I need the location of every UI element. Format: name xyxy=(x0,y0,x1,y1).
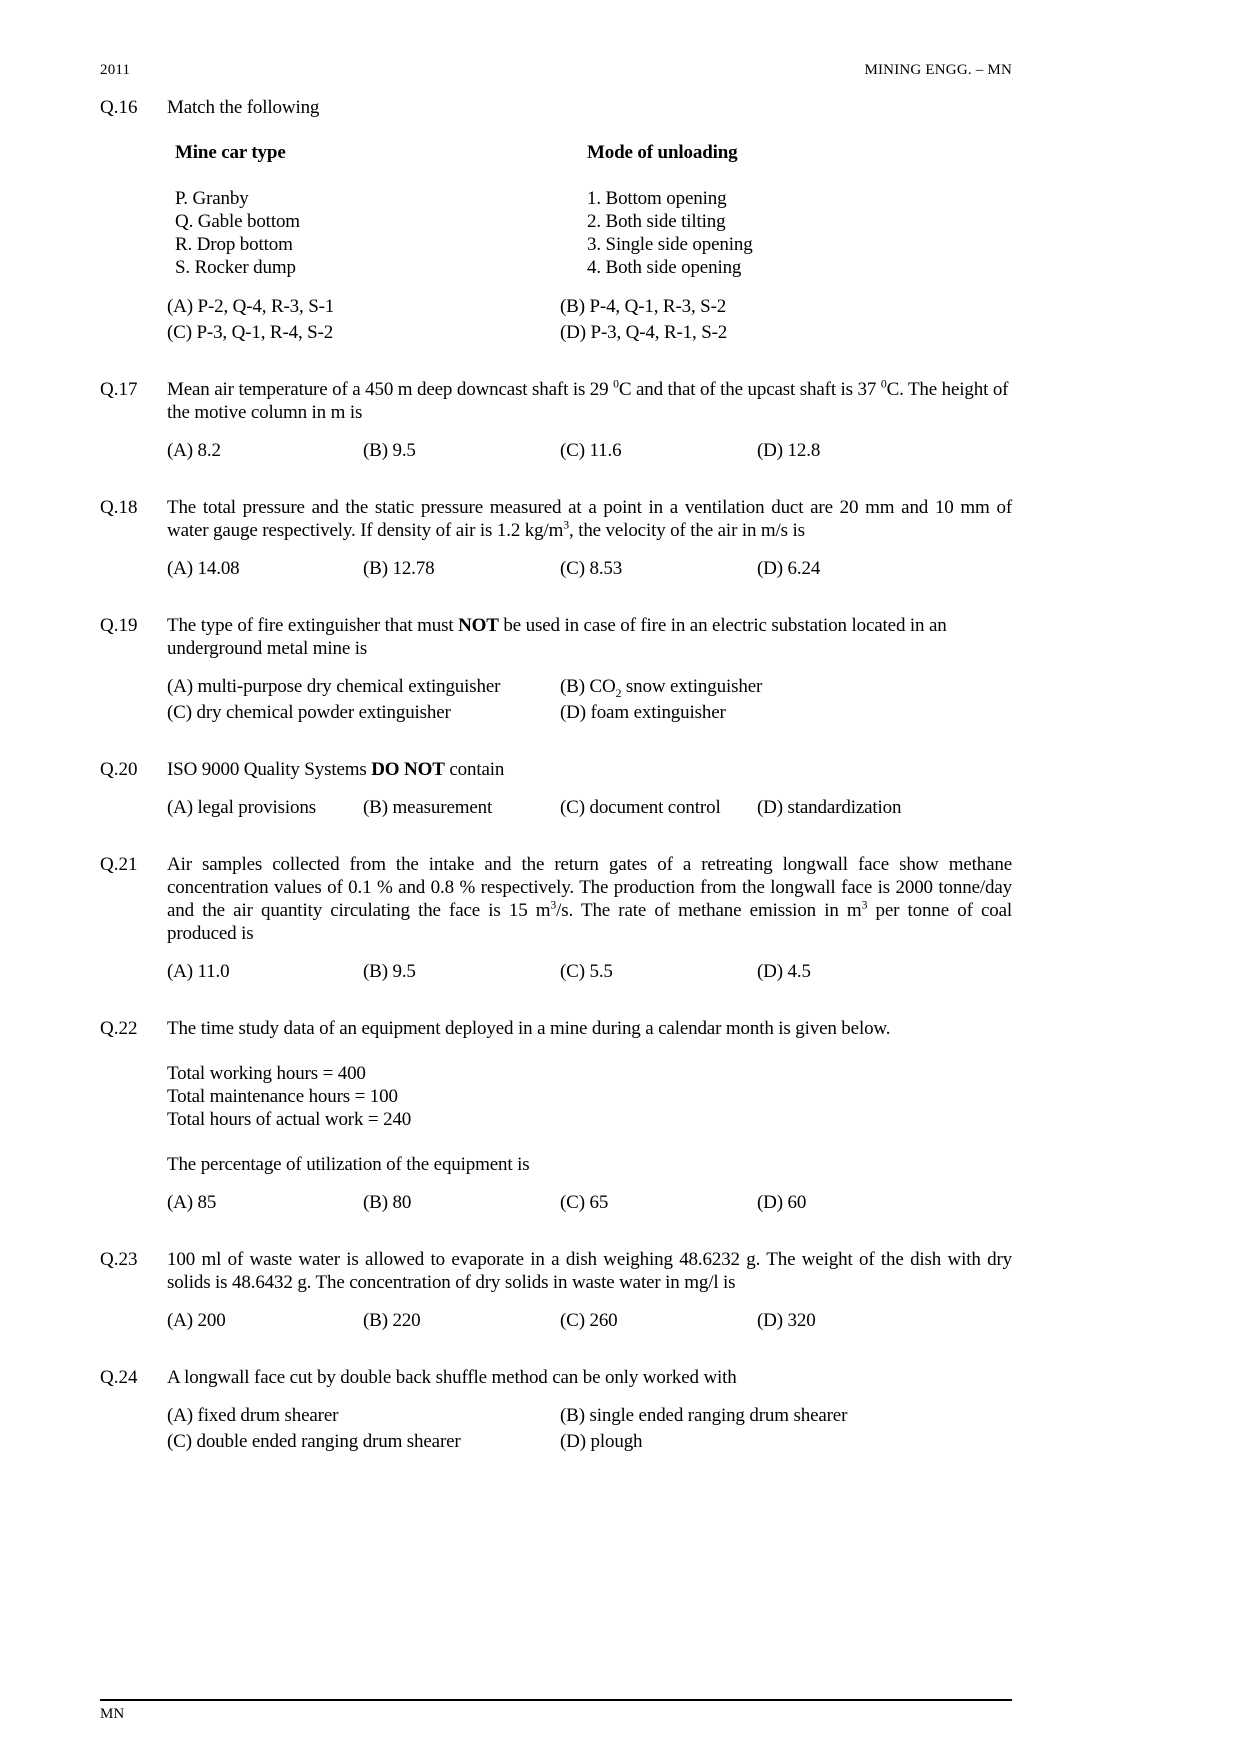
questions-container xyxy=(100,96,1012,1487)
option-b: (B) P-4, Q-1, R-3, S-2 xyxy=(560,296,727,317)
option-c: (C) document control xyxy=(560,797,721,818)
match-item: Q. Gable bottom xyxy=(175,211,300,232)
option-b: (B) 80 xyxy=(363,1192,412,1213)
question-text: The time study data of an equipment deployed in a mine during a calendar month is given below. xyxy=(167,1018,891,1039)
option-a: (A) fixed drum shearer xyxy=(167,1405,339,1426)
option-a: (A) 200 xyxy=(167,1310,226,1331)
options xyxy=(167,675,1012,724)
question-number: Q.22 xyxy=(100,1018,138,1039)
option-c: (C) double ended ranging drum shearer xyxy=(167,1431,461,1452)
question-q22 xyxy=(100,1017,1012,1214)
option-a: (A) 14.08 xyxy=(167,558,240,579)
option-b: (B) 9.5 xyxy=(363,440,416,461)
option-d: (D) foam extinguisher xyxy=(560,702,726,723)
time-study-data xyxy=(167,1062,1012,1131)
option-b: (B) 220 xyxy=(363,1310,421,1331)
option-a: (A) multi-purpose dry chemical extinguisher xyxy=(167,676,501,697)
data-line: Total working hours = 400 xyxy=(167,1063,366,1084)
option-d: (D) 60 xyxy=(757,1192,807,1213)
question-number: Q.24 xyxy=(100,1367,138,1388)
data-line: Total maintenance hours = 100 xyxy=(167,1086,398,1107)
question-text: The type of fire extinguisher that must NOT be used in case of fire in an electric substation located in an underground metal mine is xyxy=(167,615,947,659)
match-right-column xyxy=(587,141,1012,279)
option-d: (D) 6.24 xyxy=(757,558,821,579)
match-right-header: Mode of unloading xyxy=(587,142,738,163)
page-header xyxy=(100,62,1012,79)
question-number: Q.21 xyxy=(100,854,138,875)
question-text: Mean air temperature of a 450 m deep downcast shaft is 29 $^0$C and that of the upcast shaft is 37 $^0$C. The height of the motive column in m is xyxy=(167,377,1009,423)
match-item: 1. Bottom opening xyxy=(587,188,727,209)
match-item: P. Granby xyxy=(175,188,249,209)
option-a: (A) P-2, Q-4, R-3, S-1 xyxy=(167,296,335,317)
option-b: (B) measurement xyxy=(363,797,493,818)
match-item: 2. Both side tilting xyxy=(587,211,726,232)
option-a: (A) 85 xyxy=(167,1192,217,1213)
question-q19 xyxy=(100,614,1012,724)
question-number: Q.16 xyxy=(100,97,138,118)
options xyxy=(167,1404,1012,1453)
question-number: Q.17 xyxy=(100,379,138,400)
options xyxy=(167,1309,1012,1332)
option-c: (C) 5.5 xyxy=(560,961,613,982)
match-left-header: Mine car type xyxy=(175,142,286,163)
option-a: (A) 11.0 xyxy=(167,961,230,982)
question-text: A longwall face cut by double back shuffle method can be only worked with xyxy=(167,1367,737,1388)
option-a: (A) 8.2 xyxy=(167,440,221,461)
match-item: 4. Both side opening xyxy=(587,257,742,278)
option-b: (B) $CO_2$ snow extinguisher xyxy=(560,676,763,700)
question-q24 xyxy=(100,1366,1012,1453)
options xyxy=(167,796,1012,819)
options xyxy=(167,960,1012,983)
question-q17 xyxy=(100,378,1012,462)
option-b: (B) single ended ranging drum shearer xyxy=(560,1405,848,1426)
option-c: (C) 65 xyxy=(560,1192,609,1213)
question-text: Match the following xyxy=(167,97,320,118)
question-text: Air samples collected from the intake and the return gates of a retreating longwall face show methane concentration values of 0.1 % and 0.8 % respectively. The production from the longwall face is 2000 tonne/day and the air quantity circulating the face is 15 $m^3/s$. The rate of methane emission in $m^3$ per tonne of coal produced is xyxy=(167,854,1013,944)
question-text-continued: The percentage of utilization of the equipment is xyxy=(167,1154,530,1175)
option-c: (C) 260 xyxy=(560,1310,618,1331)
options xyxy=(167,557,1012,580)
question-text: 100 ml of waste water is allowed to evaporate in a dish weighing 48.6232 g. The weight of the dish with dry solids is 48.6432 g. The concentration of dry solids in waste water in mg/l is xyxy=(167,1249,1012,1293)
question-q16 xyxy=(100,96,1012,344)
option-c: (C) P-3, Q-1, R-4, S-2 xyxy=(167,322,334,343)
match-item: S. Rocker dump xyxy=(175,257,296,278)
question-number: Q.23 xyxy=(100,1249,138,1270)
question-q21 xyxy=(100,853,1012,983)
option-b: (B) 9.5 xyxy=(363,961,416,982)
options xyxy=(167,1191,1012,1214)
question-q20 xyxy=(100,758,1012,819)
option-c: (C) 8.53 xyxy=(560,558,623,579)
option-d: (D) 320 xyxy=(757,1310,816,1331)
question-text: The total pressure and the static pressure measured at a point in a ventilation duct are 20 mm and 10 mm of water gauge respectively. If density of air is 1.2 $kg/m^3$, the velocity of the air in m/s is xyxy=(167,497,1012,541)
option-d: (D) standardization xyxy=(757,797,902,818)
options xyxy=(167,295,1012,344)
option-d: (D) 12.8 xyxy=(757,440,821,461)
match-item: 3. Single side opening xyxy=(587,234,753,255)
option-b: (B) 12.78 xyxy=(363,558,435,579)
data-line: Total hours of actual work = 240 xyxy=(167,1109,412,1130)
option-d: (D) 4.5 xyxy=(757,961,811,982)
footer-divider xyxy=(100,1699,1012,1701)
match-table xyxy=(167,141,1012,279)
option-c: (C) 11.6 xyxy=(560,440,622,461)
match-left-column xyxy=(167,141,587,279)
question-q18 xyxy=(100,496,1012,580)
question-text: ISO 9000 Quality Systems DO NOT contain xyxy=(167,759,505,780)
option-d: (D) P-3, Q-4, R-1, S-2 xyxy=(560,322,728,343)
question-q23 xyxy=(100,1248,1012,1332)
options xyxy=(167,439,1012,462)
question-number: Q.19 xyxy=(100,615,138,636)
option-a: (A) legal provisions xyxy=(167,797,316,818)
option-d: (D) plough xyxy=(560,1431,643,1452)
match-item: R. Drop bottom xyxy=(175,234,293,255)
question-number: Q.18 xyxy=(100,497,138,518)
header-year: 2011 xyxy=(100,62,131,78)
option-c: (C) dry chemical powder extinguisher xyxy=(167,702,451,723)
footer-page-code: MN xyxy=(100,1706,125,1722)
header-exam-title: MINING ENGG. – MN xyxy=(864,62,1012,78)
question-number: Q.20 xyxy=(100,759,138,780)
